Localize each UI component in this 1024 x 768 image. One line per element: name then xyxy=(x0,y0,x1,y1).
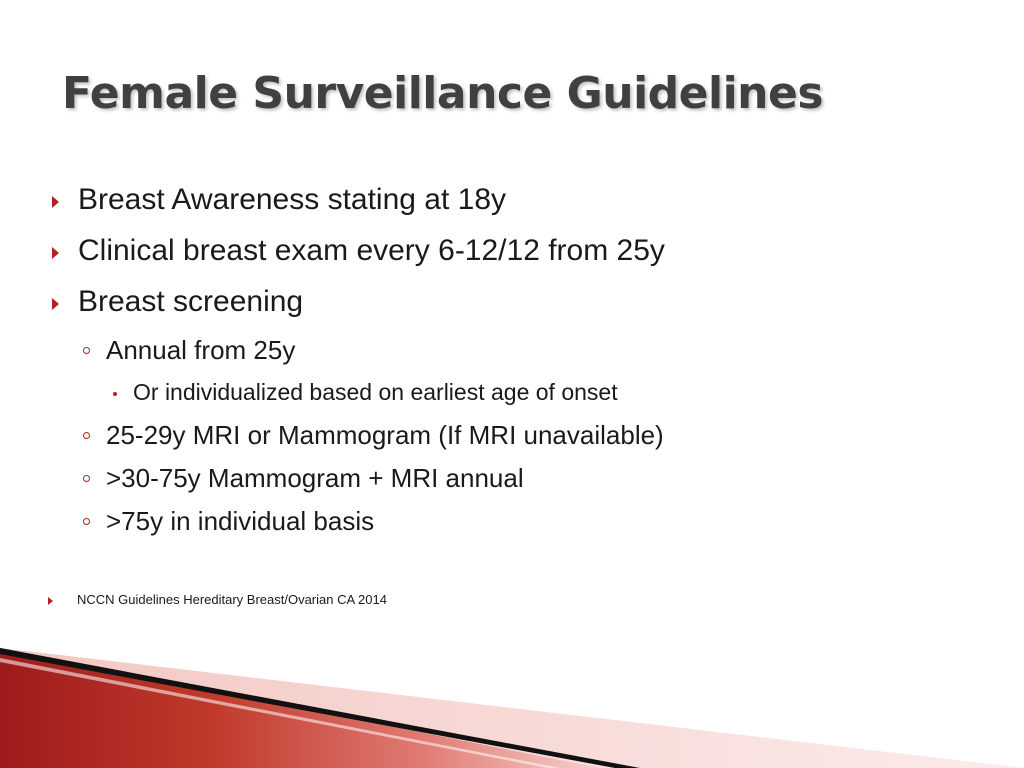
sub-sub-bullet-item: Or individualized based on earliest age of onset xyxy=(133,379,618,405)
decorative-swoosh xyxy=(0,640,1024,768)
sub-bullet-item: >75y in individual basis xyxy=(106,506,375,536)
bullet-item: Breast screening xyxy=(78,285,304,318)
dot-bullet-icon xyxy=(113,392,117,396)
bullet-item: Clinical breast exam every 6-12/12 from 25y xyxy=(78,234,665,267)
sub-bullet-item: >30-75y Mammogram + MRI annual xyxy=(106,463,524,493)
circle-bullet-icon xyxy=(83,475,90,482)
sub-bullet-item: Annual from 25y xyxy=(106,335,296,365)
sub-bullet-item: 25-29y MRI or Mammogram (If MRI unavailable) xyxy=(106,420,664,450)
circle-bullet-icon xyxy=(83,347,90,354)
bullet-item: Breast Awareness stating at 18y xyxy=(78,183,507,216)
reference-note: NCCN Guidelines Hereditary Breast/Ovarian CA 2014 xyxy=(77,592,387,607)
triangle-bullet-icon xyxy=(52,247,59,259)
circle-bullet-icon xyxy=(83,518,90,525)
triangle-bullet-icon xyxy=(52,298,59,310)
triangle-bullet-icon xyxy=(48,597,53,605)
slide-title: Female Surveillance Guidelines xyxy=(62,68,824,119)
circle-bullet-icon xyxy=(83,432,90,439)
triangle-bullet-icon xyxy=(52,196,59,208)
